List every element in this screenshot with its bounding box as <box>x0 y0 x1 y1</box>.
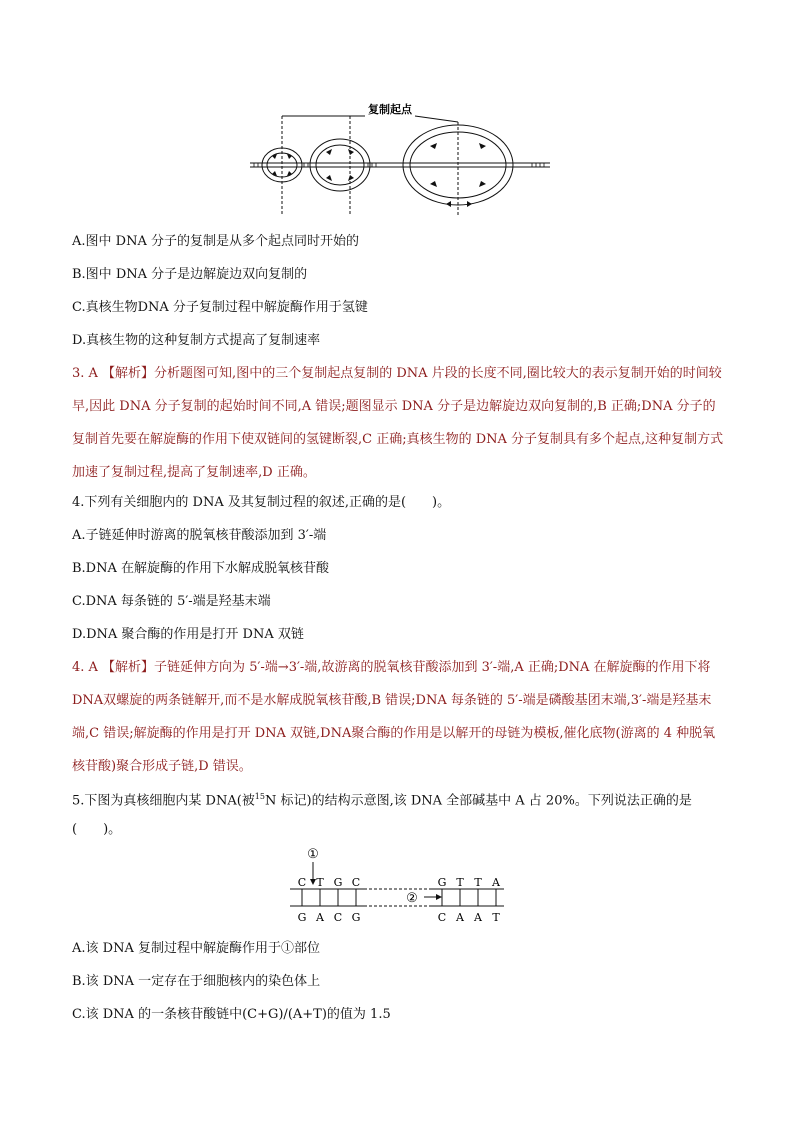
isotope-superscript: 15 <box>254 792 265 801</box>
q3-option-d: D.真核生物的这种复制方式提高了复制速率 <box>72 333 321 348</box>
q3-answer: 3. A 【解析】分析题图可知,图中的三个复制起点复制的 DNA 片段的长度不同,圈比较大的表示复制开始的时间较早,因此 DNA 分子复制的起始时间不同,A 错误;题图显示 DNA 分子是边解旋边双向复制的,B 正确;DNA 分子的复制首先要在解旋酶的作用下使双链间的氢键断裂,C 正确;真核生物的 DNA 分子复制具有多个起点,这种复制方式加速了复制过程,提高了复制速率,D 正确。 <box>72 366 724 480</box>
q5-stem <box>72 788 692 810</box>
q3-option-a: A.图中 DNA 分子的复制是从多个起点同时开始的 <box>72 234 359 249</box>
q5-option-a: A.该 DNA 复制过程中解旋酶作用于①部位 <box>72 941 320 956</box>
base-bottom-r2: A <box>456 911 464 924</box>
q4-stem: 4.下列有关细胞内的 DNA 及其复制过程的叙述,正确的是( )。 <box>72 495 451 510</box>
q5-option-c: C.该 DNA 的一条核苷酸链中(C+G)/(A+T)的值为 1.5 <box>72 1007 391 1022</box>
origin-label: 复制起点 <box>368 103 412 116</box>
base-top-r2: T <box>456 876 464 889</box>
q4-answer: 4. A 【解析】子链延伸方向为 5′-端→3′-端,故游离的脱氧核苷酸添加到 3′-端,A 正确;DNA 在解旋酶的作用下将 DNA双螺旋的两条链解开,而不是水解成脱氧核苷酸,B 错误;DNA 每条链的 5′-端是磷酸基团末端,3′-端是羟基末端,C 错误;解旋酶的作用是打开 DNA 双链,DNA聚合酶的作用是以解开的母链为模板,催化底物(游离的 4 种脱氧核苷酸)聚合形成子链,D 错误。 <box>72 660 716 774</box>
base-top-r4: A <box>492 876 500 889</box>
base-top-l2: T <box>316 876 324 889</box>
q5-stem-part1: 5.下图为真核细胞内某 DNA(被 <box>72 793 255 809</box>
q4-option-b: B.DNA 在解旋酶的作用下水解成脱氧核苷酸 <box>72 561 330 576</box>
base-bottom-l1: G <box>297 911 307 924</box>
dna-structure-figure <box>286 846 508 928</box>
q3-option-c: C.真核生物DNA 分子复制过程中解旋酶作用于氢键 <box>72 300 368 315</box>
base-bottom-l2: A <box>316 911 324 924</box>
base-top-l3: G <box>333 876 343 889</box>
base-top-l4: C <box>351 876 361 889</box>
base-bottom-r1: C <box>437 911 447 924</box>
marker-1: ① <box>307 847 319 862</box>
q5-option-b: B.该 DNA 一定存在于细胞核内的染色体上 <box>72 974 321 989</box>
q4-option-a: A.子链延伸时游离的脱氧核苷酸添加到 3′-端 <box>72 528 327 543</box>
base-bottom-l4: G <box>351 911 361 924</box>
q5-stem-part2: N 标记)的结构示意图,该 DNA 全部碱基中 A 占 20%。下列说法正确的是 <box>264 793 692 809</box>
base-top-l1: C <box>297 876 307 889</box>
q3-option-b: B.图中 DNA 分子是边解旋边双向复制的 <box>72 267 308 282</box>
base-top-r3: T <box>474 876 482 889</box>
base-top-r1: G <box>437 876 447 889</box>
replication-bubbles-figure <box>250 96 550 220</box>
q4-option-c: C.DNA 每条链的 5′-端是羟基末端 <box>72 594 271 609</box>
q4-option-d: D.DNA 聚合酶的作用是打开 DNA 双链 <box>72 627 304 642</box>
base-bottom-l3: C <box>333 911 343 924</box>
marker-2: ② <box>406 891 418 906</box>
base-bottom-r3: A <box>474 911 482 924</box>
base-bottom-r4: T <box>492 911 500 924</box>
q5-stem-blank: ( )。 <box>72 822 122 837</box>
